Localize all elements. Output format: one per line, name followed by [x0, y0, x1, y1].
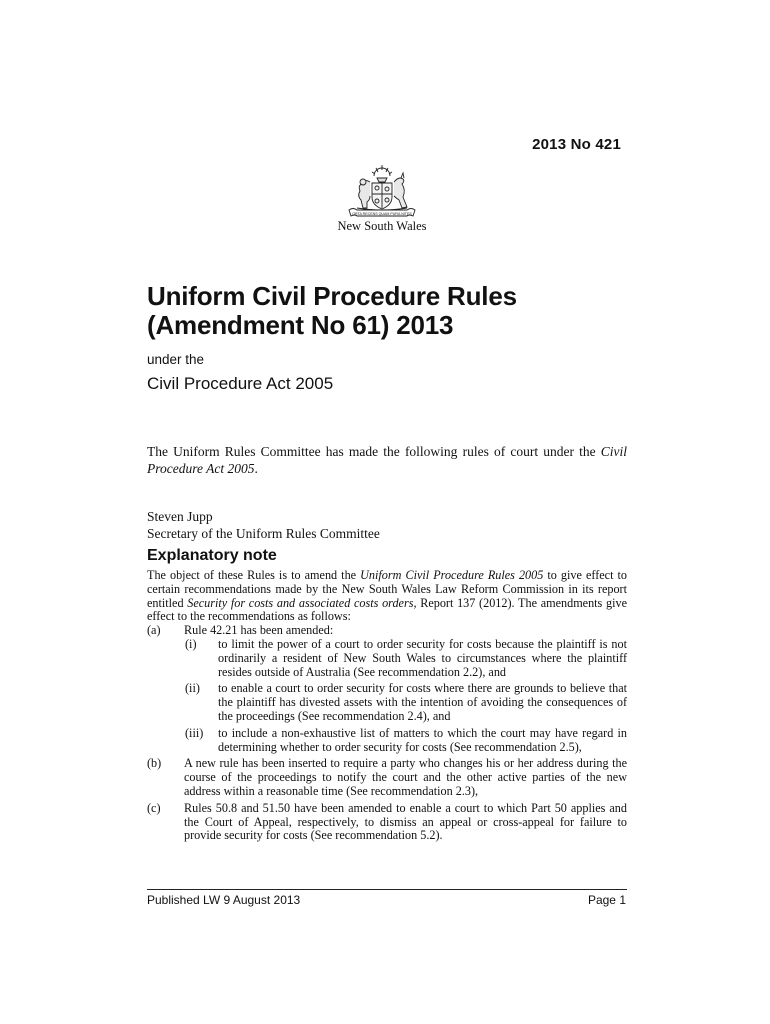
svg-text:ORTA RECENS QUAM PURA NITES: ORTA RECENS QUAM PURA NITES	[352, 211, 412, 216]
sub-list-item-text: to include a non-exhaustive list of matters to which the court may have regard in determining whether to order security for costs (See recommendation 2.5),	[218, 725, 627, 754]
list-item-text: Rule 42.21 has been amended:	[184, 623, 334, 638]
text-run: , Report 137 (2012). The amendments give effect to the recommendations as follows:	[147, 595, 627, 624]
list-item	[147, 624, 627, 638]
document-number: 2013 No 421	[532, 136, 621, 153]
footer-divider	[147, 889, 627, 890]
sub-list-item	[147, 727, 627, 755]
list-item	[147, 802, 627, 843]
making-statement	[147, 443, 627, 477]
sub-list-item-text: to limit the power of a court to order security for costs because the plaintiff is not ordinarily a resident of New South Wales to circumstances where the plaintiff resides outside of Australia (See recommendation 2.2), and	[218, 636, 627, 679]
explanatory-note-body	[147, 569, 627, 843]
list-item-text: A new rule has been inserted to require a party who changes his or her address during the course of the proceedings to notify the court and the other active parties of the new address within a reasonable time (See recommendation 2.3),	[184, 756, 627, 798]
sub-list-item-marker: (ii)	[185, 681, 200, 696]
signatory-name: Steven Jupp	[147, 509, 213, 524]
sub-list-item-text: to enable a court to order security for costs where there are grounds to believe that the plaintiff has divested assets with the intention of avoiding the consequences of the proceedings (See recommendation 2.4), and	[218, 681, 627, 723]
text-run: The object of these Rules is to amend the	[147, 568, 361, 582]
list-item-marker: (a)	[147, 623, 161, 638]
list-item-marker: (c)	[147, 800, 161, 815]
signatory-block	[147, 508, 380, 542]
italic-run: Uniform Civil Procedure Rules 2005	[360, 568, 544, 582]
rule-title	[147, 282, 627, 340]
sub-list-item-marker: (i)	[185, 636, 197, 651]
nsw-coat-of-arms-icon	[339, 160, 425, 220]
explanatory-paragraph	[147, 569, 627, 624]
rule-title-line-1: Uniform Civil Procedure Rules	[147, 281, 517, 311]
list-item-text: Rules 50.8 and 51.50 have been amended to enable a court to which Part 50 applies and the Court of Appeal, respectively, to dismiss an appeal or cross-appeal for failure to provide security for costs (See recommendation 5.2).	[184, 800, 627, 843]
sub-list-item	[147, 682, 627, 723]
sub-list-item-marker: (iii)	[185, 725, 204, 740]
jurisdiction-label: New South Wales	[337, 219, 427, 233]
text-run: to give effect to certain recommendations made by the New South Wales Law Reform Commission in its report entitled	[147, 568, 627, 610]
making-statement-text: The Uniform Rules Committee has made the following rules of court under the	[147, 444, 601, 459]
under-the-label: under the	[147, 352, 205, 367]
italic-run: Security for costs and associated costs orders	[187, 595, 414, 610]
page-number: Page 1	[587, 893, 626, 907]
publication-date: Published LW 9 August 2013	[147, 893, 301, 907]
sub-list-item	[147, 638, 627, 679]
signatory-role: Secretary of the Uniform Rules Committee	[147, 526, 380, 541]
list-item-marker: (b)	[147, 756, 162, 771]
enabling-act-name: Civil Procedure Act 2005	[147, 374, 334, 393]
rule-title-line-2: (Amendment No 61) 2013	[147, 310, 454, 340]
making-statement-act: Civil Procedure Act 2005	[147, 444, 627, 476]
making-statement-end: .	[254, 461, 258, 476]
explanatory-note-heading: Explanatory note	[147, 547, 277, 564]
list-item	[147, 757, 627, 798]
